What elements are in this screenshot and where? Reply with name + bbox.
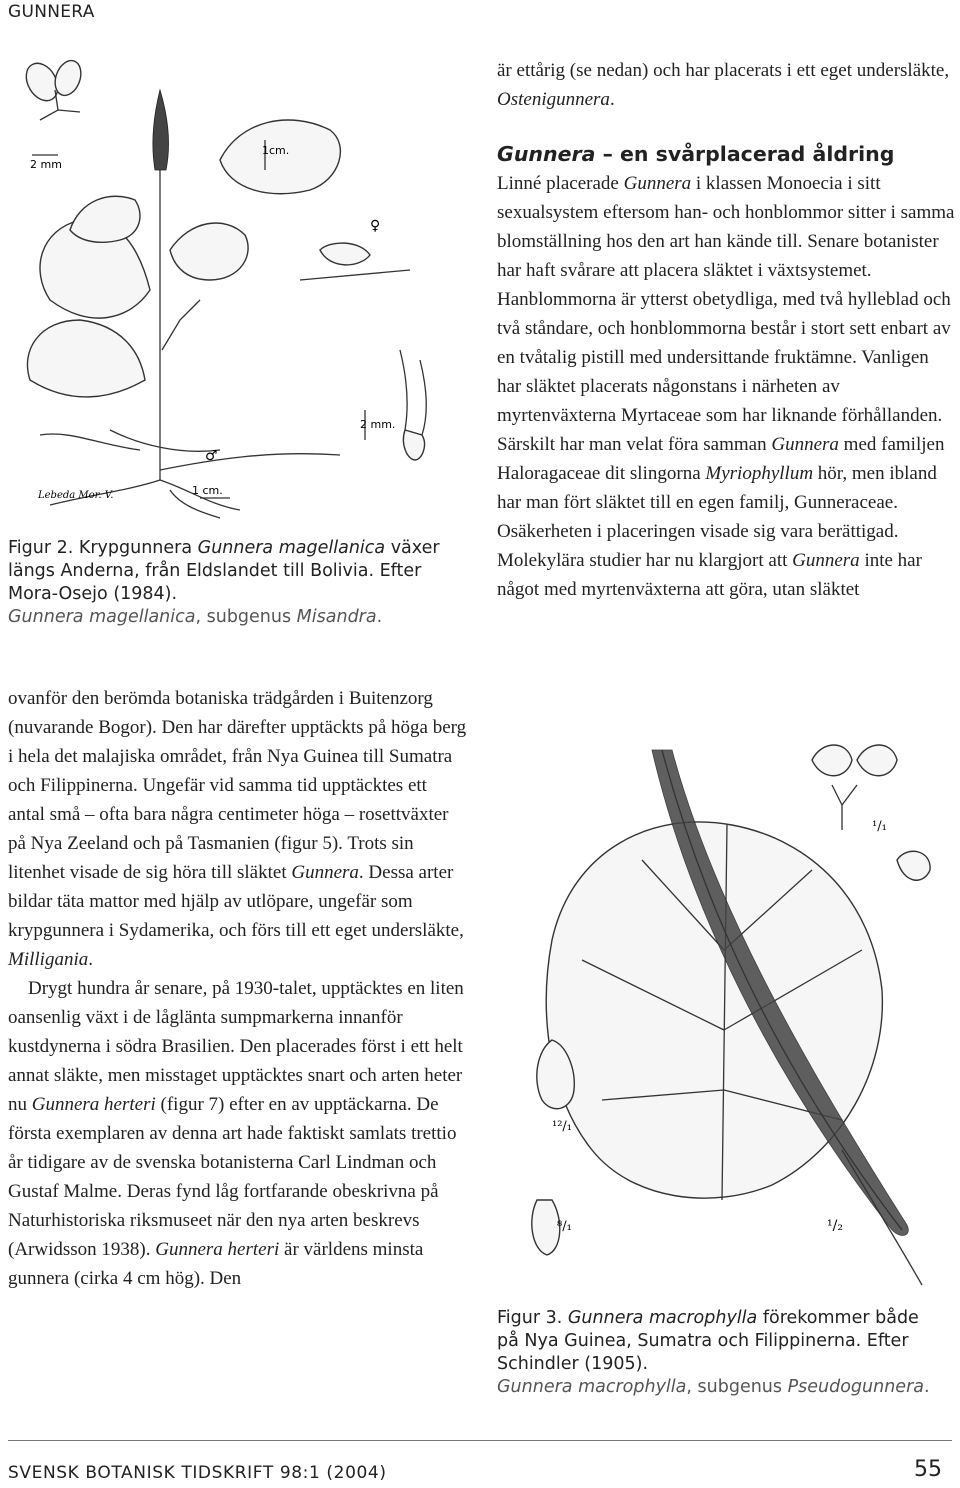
paragraph: är ettårig (se nedan) och har placerats i ett eget undersläkte, Ostenigunnera. — [497, 60, 950, 110]
running-head: GUNNERA — [8, 2, 95, 22]
caption-text: förekommer både på Nya Guinea, Sumatra och Filippinerna. Efter Schindler (1905). — [497, 1308, 919, 1374]
fig2-label-male: ♂ — [205, 448, 218, 464]
fig2-label-2mm-right: 2 mm. — [360, 418, 396, 431]
figure-2-illustration — [10, 50, 450, 520]
fig3-scale-mid: ¹²/₁ — [552, 1119, 573, 1134]
fig2-label-female: ♀ — [370, 218, 381, 234]
figure-3-caption — [497, 1307, 937, 1399]
fig3-scale-low: ⁸/₁ — [557, 1219, 572, 1234]
caption-text: växer längs Anderna, från Eldslandet till Bolivia. Efter Mora-Osejo (1984). — [8, 538, 440, 604]
footer-journal: SVENSK BOTANISK TIDSKRIFT 98:1 (2004) — [8, 1463, 387, 1483]
paragraph: ovanför den berömda botaniska trädgården i Buitenzorg (nuvarande Bogor). Den har därefter upptäckts på höga berg i hela det malajiska området, från Nya Guinea till Sumatra och Filippinerna. Ungefär vid samma tid upptäcktes ett antal små – ofta bara några centimeter höga – rosettväxter på Nya Zeeland och på Tasmanien (figur 5). Trots sin litenhet visade de sig höra till släktet Gunnera. Dessa arter bildar täta mattor med hjälp av utlöpare, ungefär som krypgunnera i Sydamerika, och förs till ett eget undersläkte, Milligania. — [8, 688, 467, 970]
caption-species: Gunnera magellanica — [197, 538, 386, 558]
figure-2-caption — [8, 537, 448, 629]
fig2-signature: Lebeda Mor. V. — [38, 490, 114, 501]
section-heading: Gunnera – en svårplacerad åldring — [497, 142, 895, 166]
fig3-scale-top: ¹/₁ — [872, 819, 887, 834]
paragraph: Linné placerade Gunnera i klassen Monoecia i sitt sexualsystem eftersom han- och honblommor sitter i samma blomställning hos den art han kände till. Senare botanister har haft svårare att placera släktet i växtsystemet. Hanblommorna är ytterst obetydliga, med två hylleblad och två ståndare, och honblommorna består i stort sett enbart av en tvåtalig pistill med undersittande fruktämne. Vanligen har släktet placerats någonstans i närheten av myrtenväxterna Myrtaceae som har liknande förhållanden. Särskilt har man velat föra samman Gunnera med familjen Haloragaceae dit slingorna Myriophyllum hör, men ibland har man fört släktet till en egen familj, Gunneraceae. Osäkerheten i placeringen visade sig vara berättigad. Molekylära studier har nu klargjort att Gunnera inte har något med myrtenväxterna att göra, utan släktet — [497, 173, 955, 600]
fig2-label-1cm-bottom: 1 cm. — [192, 484, 223, 497]
caption-text: Figur 2. Krypgunnera — [8, 538, 198, 558]
caption-subgenus-line: Gunnera magellanica, subgenus Misandra. — [8, 607, 383, 627]
fig2-label-1cm-top: 1cm. — [262, 144, 290, 157]
fig2-label-2mm-top: 2 mm — [30, 158, 62, 171]
caption-subgenus-line: Gunnera macrophylla, subgenus Pseudogunnera. — [497, 1377, 930, 1397]
left-column-text — [8, 684, 468, 1293]
page-number: 55 — [914, 1457, 942, 1482]
fig3-scale-half: ¹/₂ — [827, 1218, 843, 1234]
footer-rule — [8, 1440, 952, 1441]
caption-text: Figur 3. — [497, 1308, 568, 1328]
right-column-top-text — [497, 56, 957, 114]
caption-species: Gunnera macrophylla — [567, 1308, 758, 1328]
section-gunnera — [497, 140, 957, 604]
figure-3-illustration — [512, 730, 942, 1290]
paragraph: Drygt hundra år senare, på 1930-talet, upptäcktes en liten oansenlig växt i de låglänta sumpmarkerna innanför kustdynerna i södra Brasilien. Den placerades först i ett helt annat släkte, men misstaget upptäcktes snart och arten heter nu Gunnera herteri (figur 7) efter en av upptäckarna. De första exemplaren av denna art hade faktiskt samlats trettio år tidigare av de svenska botanisterna Carl Lindman och Gustaf Malme. Deras fynd låg fortfarande obeskrivna på Naturhistoriska riksmuseet när den nya arten beskrevs (Arwidsson 1938). Gunnera herteri är världens minsta gunnera (cirka 4 cm hög). Den — [8, 978, 464, 1289]
